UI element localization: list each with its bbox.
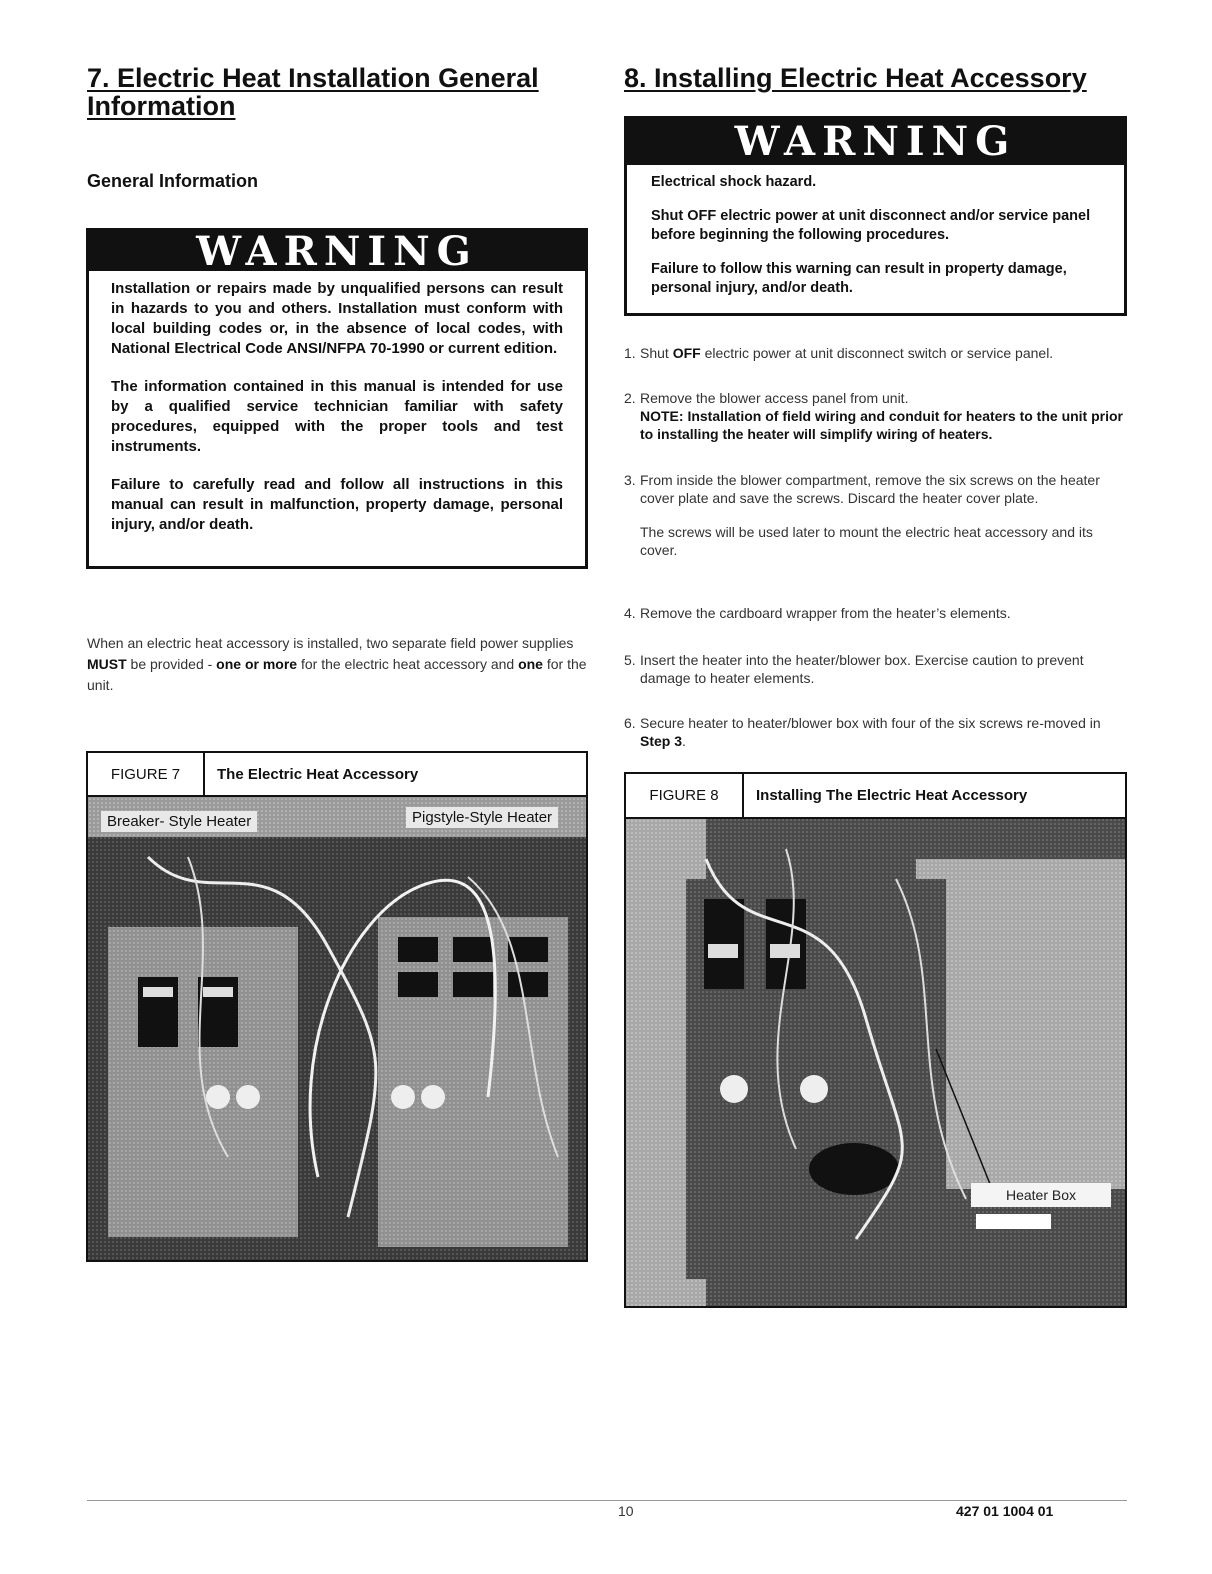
step-item: 3. From inside the blower compartment, remove the six screws on the heater cover plate and save the screws. Discard the heater cover plate. The screws will be used later to mount the electric heat accessory and its cover. xyxy=(624,472,1100,558)
general-information-heading: General Information xyxy=(87,171,259,191)
figure-title: Installing The Electric Heat Accessory xyxy=(756,787,1028,804)
footer-divider xyxy=(87,1500,1127,1501)
page-number: 10 xyxy=(618,1503,634,1519)
step-item: 5. Insert the heater into the heater/blower box. Exercise caution to prevent damage to heater elements. xyxy=(624,652,1084,686)
warning-paragraph: Failure to carefully read and follow all instructions in this manual can result in malfunction, property damage, personal injury, and/or death. xyxy=(111,476,563,533)
pigtail-style-heater-label: Pigstyle-Style Heater xyxy=(406,807,558,828)
warning-heading: WARNING xyxy=(89,231,585,271)
warning-paragraph: Electrical shock hazard. xyxy=(651,174,817,190)
warning-paragraph: Failure to follow this warning can result in property damage, personal injury, and/or death. xyxy=(651,261,1067,296)
document-number: 427 01 1004 01 xyxy=(956,1503,1054,1519)
installation-photo xyxy=(626,819,1125,1306)
figure-caption xyxy=(626,774,1125,819)
figure-7 xyxy=(86,751,588,1262)
step-item: 6. Secure heater to heater/blower box with four of the six screws re-moved in Step 3. xyxy=(624,715,1101,749)
warning-box-shock xyxy=(624,116,1127,316)
figure-8 xyxy=(624,772,1127,1308)
heater-photo xyxy=(88,797,586,1260)
installation-photo-illustration xyxy=(626,819,1125,1306)
section-7-title: 7. Electric Heat Installation General Information xyxy=(87,63,539,121)
figure-number: FIGURE 8 xyxy=(626,774,744,817)
figure-number: FIGURE 7 xyxy=(88,753,205,795)
heater-photo-illustration xyxy=(88,797,586,1260)
warning-paragraph: Installation or repairs made by unqualified persons can result in hazards to you and others. Installation must conform with local building codes or, in the absence of local codes, with National Electrical Code ANSI/NFPA 70-1990 or current edition. xyxy=(111,280,563,357)
section-8-title: 8. Installing Electric Heat Accessory xyxy=(624,63,1087,93)
step-item: 1. Shut OFF electric power at unit disconnect switch or service panel. xyxy=(624,345,1054,361)
step-item: 2. Remove the blower access panel from unit. NOTE: Installation of field wiring and conduit for heaters to the unit prior to installing the heater will simplify wiring of heaters. xyxy=(624,390,1123,442)
breaker-style-heater-label: Breaker- Style Heater xyxy=(101,811,257,832)
heater-box-label: Heater Box xyxy=(971,1183,1111,1207)
warning-paragraph: Shut OFF electric power at unit disconnect and/or service panel before beginning the following procedures. xyxy=(651,208,1091,243)
warning-heading: WARNING xyxy=(627,119,1124,165)
step-item: 4. Remove the cardboard wrapper from the heater’s elements. xyxy=(624,605,1011,621)
intro-paragraph: When an electric heat accessory is installed, two separate field power supplies MUST be provided - one or more for the electric heat accessory and one for the unit. xyxy=(87,635,587,693)
figure-caption xyxy=(88,753,586,797)
warning-paragraph: The information contained in this manual is intended for use by a qualified service technician familiar with safety procedures, equipped with the proper tools and test instruments. xyxy=(111,378,563,455)
warning-box-general xyxy=(86,228,588,569)
figure-title: The Electric Heat Accessory xyxy=(217,765,419,783)
